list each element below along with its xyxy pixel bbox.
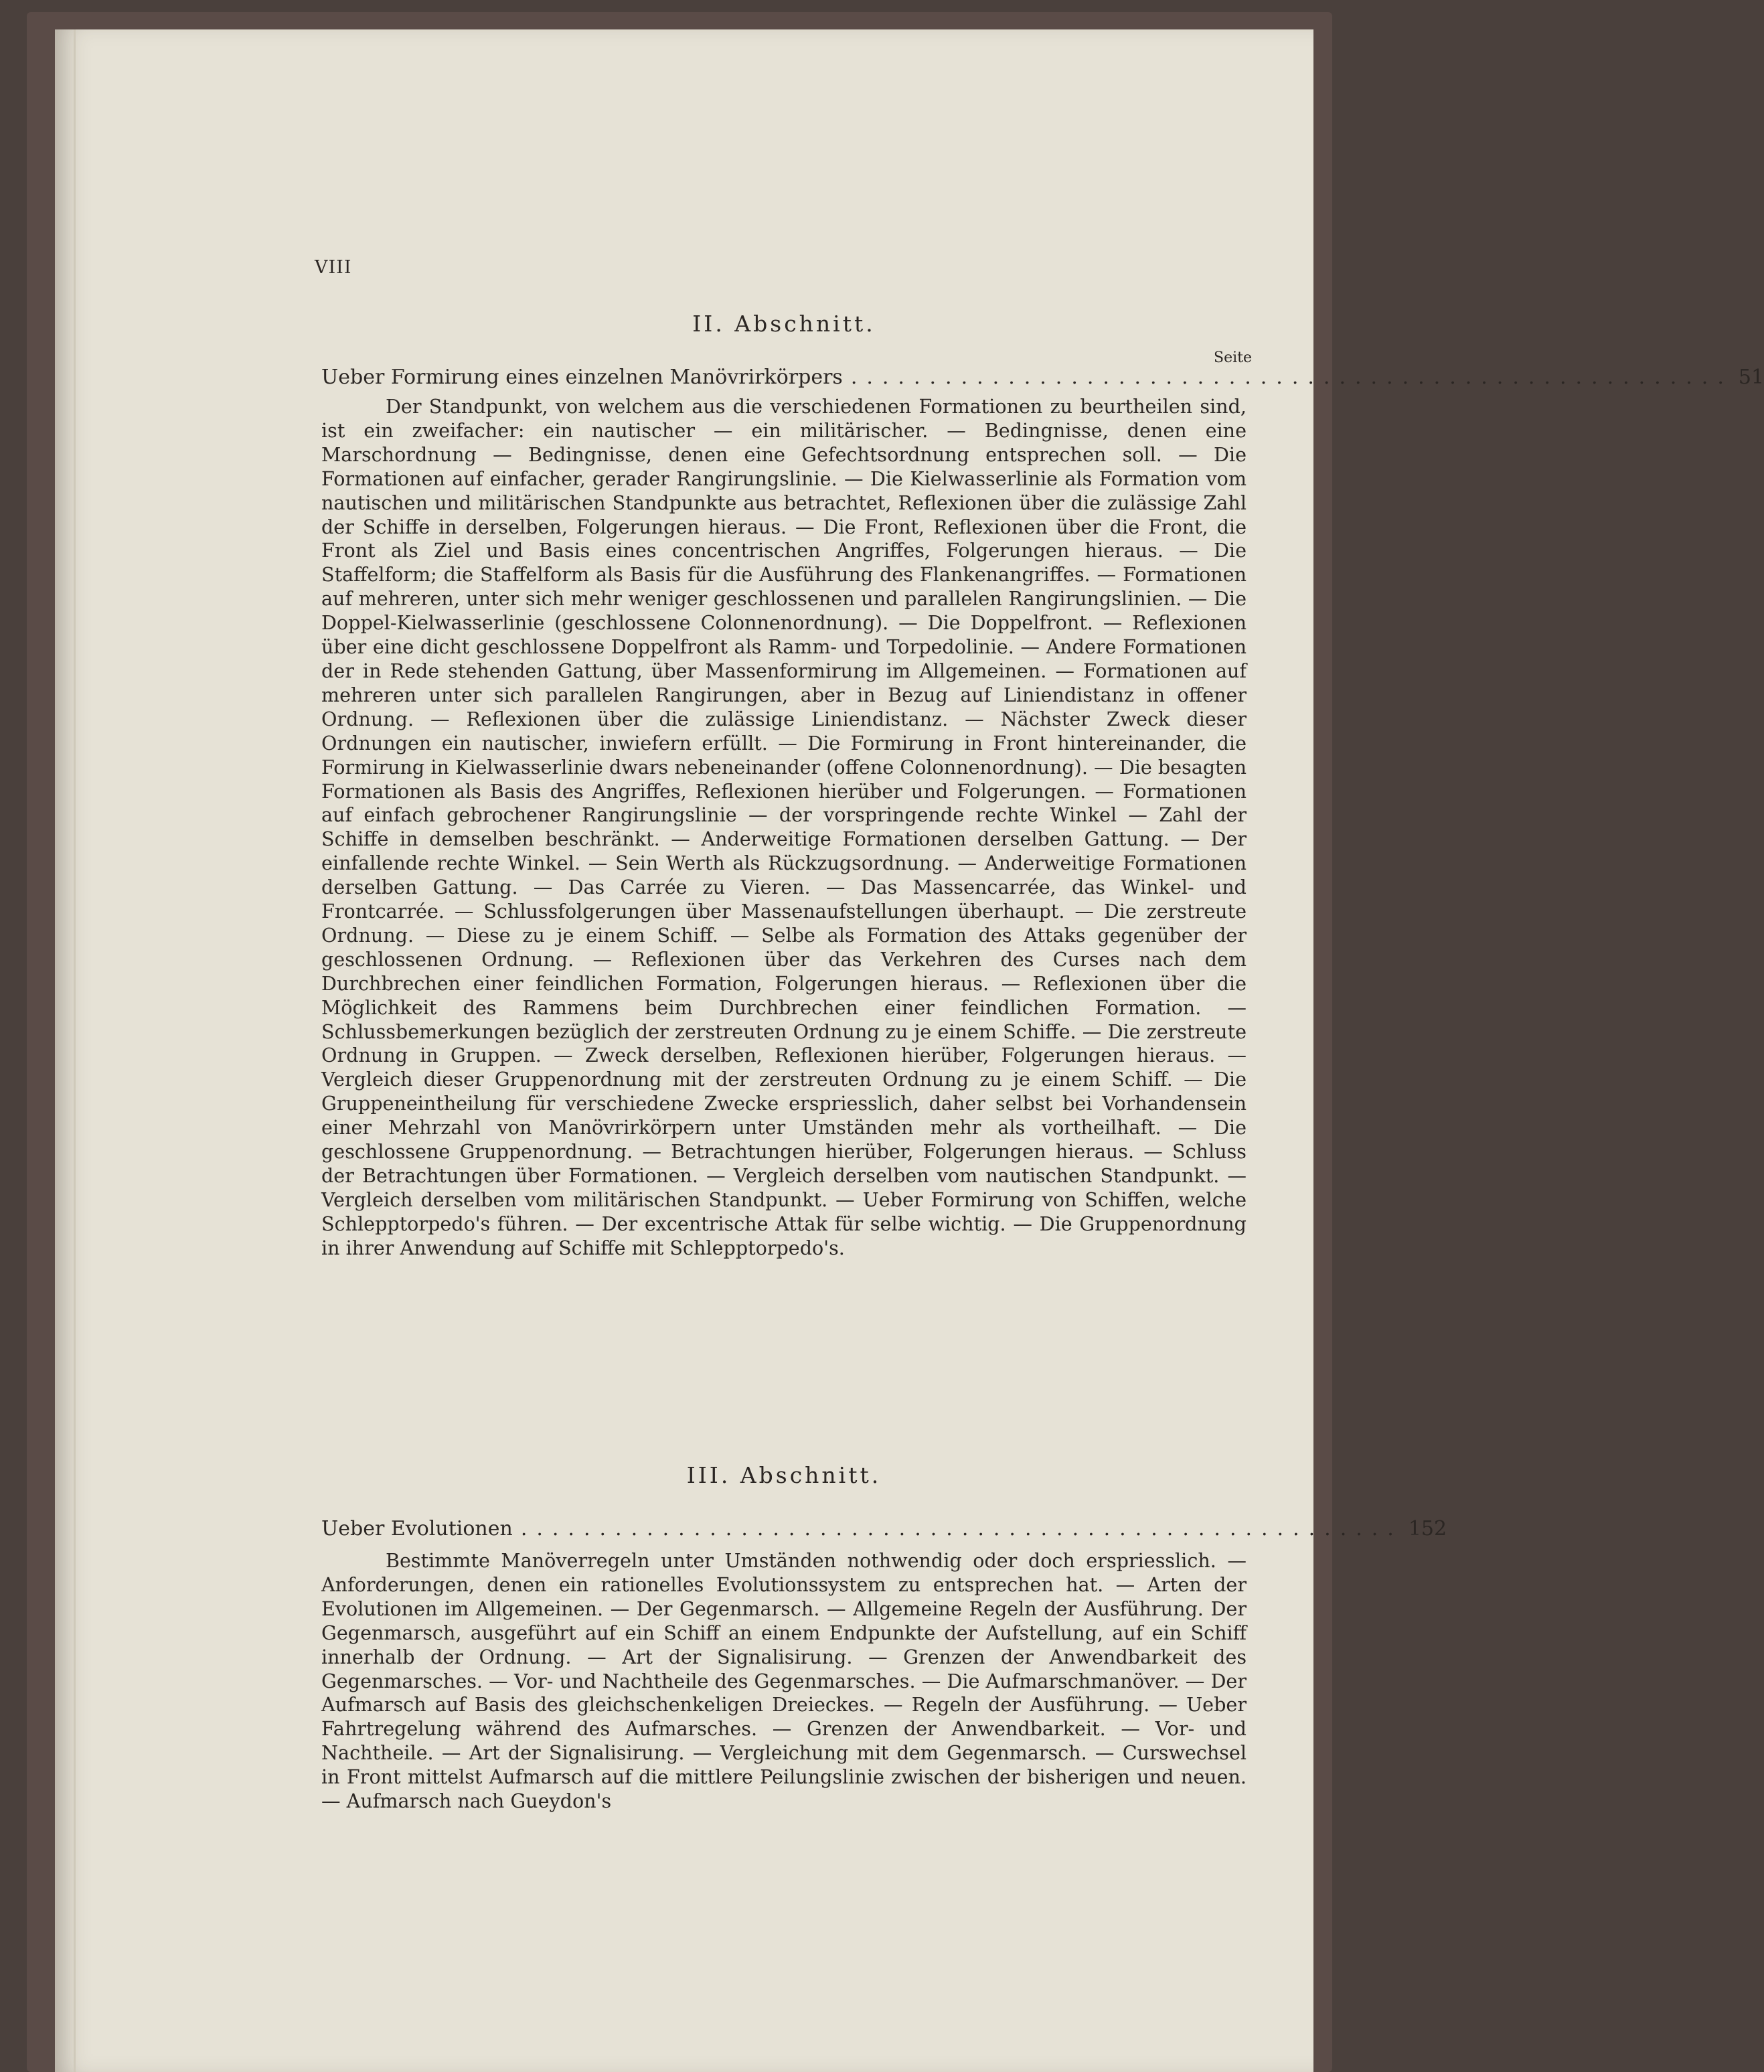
toc-entry-iii[interactable] <box>321 1517 1447 1540</box>
toc-entry-title: Ueber Formirung eines einzelnen Manövrirkörpers <box>321 366 843 389</box>
section-summary-iii: Bestimmte Manöverregeln unter Umständen nothwendig oder doch erspriesslich. — Anforderungen, denen ein rationelles Evolutionssystem zu entsprechen hat. — Arten der Evolutionen im Allgemeinen. — Der Gegenmarsch. — Allgemeine Regeln der Ausführung. Der Gegenmarsch, ausgeführt auf ein Schiff an einem Endpunkte der Aufstellung, auf ein Schiff innerhalb der Ordnung. — Art der Signalisirung. — Grenzen der Anwendbarkeit des Gegenmarsches. — Vor- und Nachtheile des Gegenmarsches. — Die Aufmarschmanöver. — Der Aufmarsch auf Basis des gleichschenkeligen Dreieckes. — Regeln der Ausführung. — Ueber Fahrtregelung während des Aufmarsches. — Grenzen der Anwendbarkeit. — Vor- und Nachtheile. — Art der Signalisirung. — Vergleichung mit dem Gegenmarsch. — Curswechsel in Front mittelst Aufmarsch auf die mittlere Peilungslinie zwischen der bisherigen und neuen. — Aufmarsch nach Gueydon's <box>321 1549 1247 1813</box>
toc-entry-page: 51 <box>1738 366 1764 389</box>
section-heading-iii: III. Abschnitt. <box>686 1462 882 1488</box>
toc-entry-page: 152 <box>1408 1517 1447 1540</box>
section-heading-ii: II. Abschnitt. <box>692 311 876 337</box>
section-summary-ii: Der Standpunkt, von welchem aus die verschiedenen Formationen zu beurtheilen sind, ist ein zweifacher: ein nautischer — ein militärischer. — Bedingnisse, denen eine Marschordnung — Bedingnisse, denen eine Gefechtsordnung entsprechen soll. — Die Formationen auf einfacher, gerader Rangirungslinie. — Die Kielwasserlinie als Formation vom nautischen und militärischen Standpunkte aus betrachtet, Reflexionen über die zulässige Zahl der Schiffe in derselben, Folgerungen hieraus. — Die Front, Reflexionen über die Front, die Front als Ziel und Basis eines concentrischen Angriffes, Folgerungen hieraus. — Die Staffelform; die Staffelform als Basis für die Ausführung des Flankenangriffes. — Formationen auf mehreren, unter sich mehr weniger geschlossenen und parallelen Rangirungslinien. — Die Doppel-Kielwasserlinie (geschlossene Colonnenordnung). — Die Doppelfront. — Reflexionen über eine dicht geschlossene Doppelfront als Ramm- und Torpedolinie. — Andere Formationen der in Rede stehenden Gattung, über Massenformirung im Allgemeinen. — Formationen auf mehreren unter sich parallelen Rangirungen, aber in Bezug auf Liniendistanz in offener Ordnung. — Reflexionen über die zulässige Liniendistanz. — Nächster Zweck dieser Ordnungen ein nautischer, inwiefern erfüllt. — Die Formirung in Front hintereinander, die Formirung in Kielwasserlinie dwars nebeneinander (offene Colonnenordnung). — Die besagten Formationen als Basis des Angriffes, Reflexionen hierüber und Folgerungen. — Formationen auf einfach gebrochener Rangirungslinie — der vorspringende rechte Winkel — Zahl der Schiffe in demselben beschränkt. — Anderweitige Formationen derselben Gattung. — Der einfallende rechte Winkel. — Sein Werth als Rückzugsordnung. — Anderweitige Formationen derselben Gattung. — Das Carrée zu Vieren. — Das Massencarrée, das Winkel- und Frontcarrée. — Schlussfolgerungen über Massenaufstellungen überhaupt. — Die zerstreute Ordnung. — Diese zu je einem Schiff. — Selbe als Formation des Attaks gegenüber der geschlossenen Ordnung. — Reflexionen über das Verkehren des Curses nach dem Durchbrechen einer feindlichen Formation, Folgerungen hieraus. — Reflexionen über die Möglichkeit des Rammens beim Durchbrechen einer feindlichen Formation. — Schlussbemerkungen bezüglich der zerstreuten Ordnung zu je einem Schiffe. — Die zerstreute Ordnung in Gruppen. — Zweck derselben, Reflexionen hierüber, Folgerungen hieraus. — Vergleich dieser Gruppenordnung mit der zerstreuten Ordnung zu je einem Schiff. — Die Gruppeneintheilung für verschiedene Zwecke erspriesslich, daher selbst bei Vorhandensein einer Mehrzahl von Manövrirkörpern unter Umständen mehr als vortheilhaft. — Die geschlossene Gruppenordnung. — Betrachtungen hierüber, Folgerungen hieraus. — Schluss der Betrachtungen über Formationen. — Vergleich derselben vom nautischen Standpunkt. — Vergleich derselben vom militärischen Standpunkt. — Ueber Formirung von Schiffen, welche Schlepptorpedo's führen. — Der excentrische Attak für selbe wichtig. — Die Gruppenordnung in ihrer Anwendung auf Schiffe mit Schlepptorpedo's. <box>321 395 1247 1259</box>
page-gutter-line <box>74 29 76 2072</box>
seite-label: Seite <box>1214 349 1252 366</box>
page-number: VIII <box>315 257 352 278</box>
toc-entry-ii[interactable] <box>321 366 1764 389</box>
toc-leader-dots: ........................................................ <box>850 366 1733 389</box>
toc-entry-title: Ueber Evolutionen <box>321 1517 513 1540</box>
book-page <box>55 29 1764 2072</box>
toc-leader-dots: ........................................................ <box>520 1517 1403 1540</box>
